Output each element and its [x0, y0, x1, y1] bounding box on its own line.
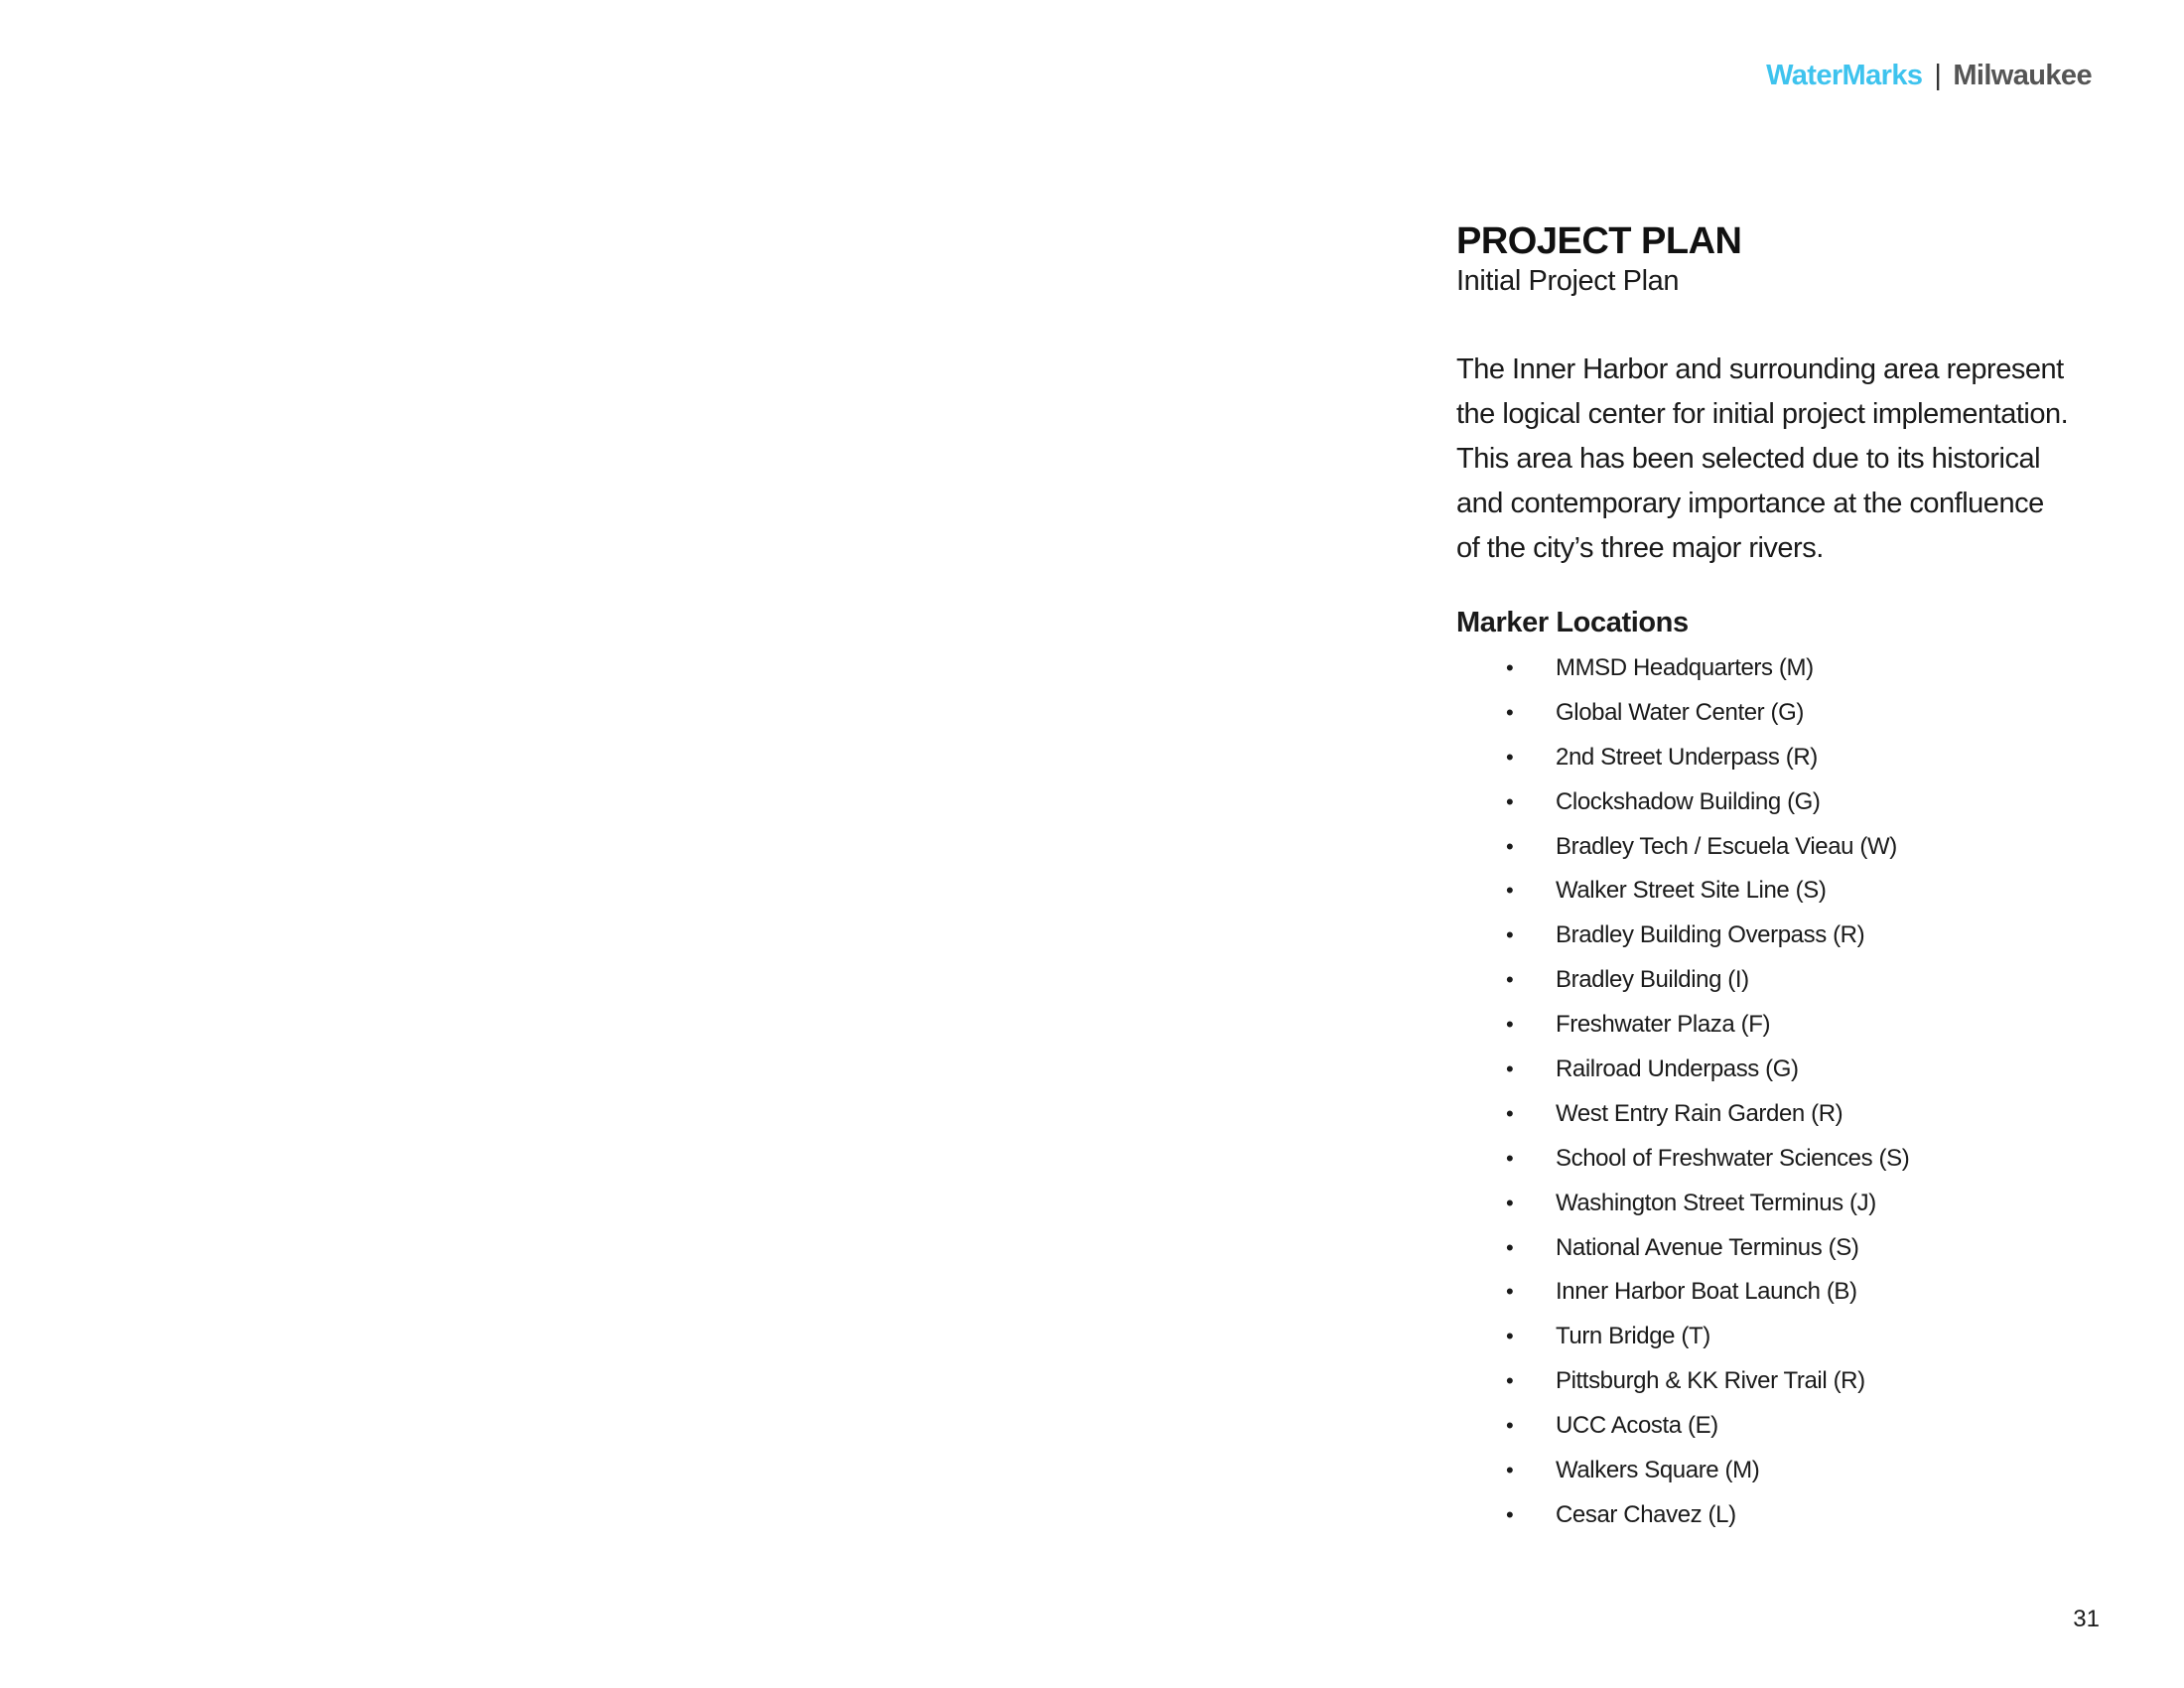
marker-locations-heading: Marker Locations — [1456, 607, 1689, 638]
list-item — [1456, 1493, 2131, 1538]
page-number: 31 — [2073, 1606, 2100, 1632]
marker-label: MMSD Headquarters (M) — [1556, 654, 1814, 681]
marker-label: Walker Street Site Line (S) — [1556, 877, 1827, 905]
list-item — [1456, 736, 2131, 780]
list-item — [1456, 1137, 2131, 1182]
list-item — [1456, 1404, 2131, 1449]
list-item — [1456, 1182, 2131, 1226]
marker-list — [1456, 646, 2131, 1538]
marker-label: Bradley Tech / Escuela Vieau (W) — [1556, 832, 1897, 860]
bullet-icon: • — [1506, 1190, 1514, 1215]
list-item — [1456, 1315, 2131, 1359]
list-item — [1456, 1270, 2131, 1315]
bullet-icon: • — [1506, 878, 1514, 904]
list-item — [1456, 1359, 2131, 1404]
marker-label: West Entry Rain Garden (R) — [1556, 1099, 1843, 1127]
intro-paragraph — [1456, 348, 2092, 571]
bullet-icon: • — [1506, 1234, 1514, 1260]
page-title: PROJECT PLAN — [1456, 220, 1742, 262]
list-item — [1456, 1003, 2131, 1048]
bullet-icon: • — [1506, 1458, 1514, 1483]
marker-label: Bradley Building (I) — [1556, 966, 1749, 994]
bullet-icon: • — [1506, 922, 1514, 948]
bullet-icon: • — [1506, 655, 1514, 680]
intro-line: the logical center for initial project implementation. — [1456, 398, 2069, 430]
bullet-icon: • — [1506, 1324, 1514, 1349]
marker-label: Turn Bridge (T) — [1556, 1323, 1710, 1350]
brand-separator: | — [1934, 60, 1942, 91]
bullet-icon: • — [1506, 1056, 1514, 1082]
bullet-icon: • — [1506, 1501, 1514, 1527]
bullet-icon: • — [1506, 1100, 1514, 1126]
page-subtitle: Initial Project Plan — [1456, 265, 1680, 297]
bullet-icon: • — [1506, 744, 1514, 770]
brand-city: Milwaukee — [1953, 60, 2092, 91]
marker-label: UCC Acosta (E) — [1556, 1412, 1718, 1440]
intro-line: This area has been selected due to its historical — [1456, 443, 2041, 475]
header-brand — [1766, 60, 2092, 92]
marker-label: Pittsburgh & KK River Trail (R) — [1556, 1367, 1865, 1395]
marker-label: Cesar Chavez (L) — [1556, 1500, 1736, 1528]
brand-name: WaterMarks — [1766, 60, 1923, 91]
marker-label: Washington Street Terminus (J) — [1556, 1189, 1876, 1216]
bullet-icon: • — [1506, 788, 1514, 814]
marker-label: Freshwater Plaza (F) — [1556, 1011, 1771, 1039]
list-item — [1456, 646, 2131, 691]
list-item — [1456, 958, 2131, 1003]
marker-label: School of Freshwater Sciences (S) — [1556, 1144, 1910, 1172]
list-item — [1456, 780, 2131, 825]
list-item — [1456, 1092, 2131, 1137]
bullet-icon: • — [1506, 1368, 1514, 1394]
list-item — [1456, 869, 2131, 914]
marker-label: Clockshadow Building (G) — [1556, 787, 1821, 815]
bullet-icon: • — [1506, 1145, 1514, 1171]
list-item — [1456, 1449, 2131, 1493]
bullet-icon: • — [1506, 967, 1514, 993]
list-item — [1456, 691, 2131, 736]
marker-label: Walkers Square (M) — [1556, 1457, 1760, 1484]
marker-label: Inner Harbor Boat Launch (B) — [1556, 1278, 1857, 1306]
list-item — [1456, 1226, 2131, 1271]
list-item — [1456, 914, 2131, 958]
marker-label: National Avenue Terminus (S) — [1556, 1233, 1859, 1261]
marker-label: Global Water Center (G) — [1556, 698, 1804, 726]
intro-line: and contemporary importance at the confluence — [1456, 488, 2044, 519]
intro-line: of the city’s three major rivers. — [1456, 532, 1824, 564]
main-content — [1456, 218, 2131, 1538]
bullet-icon: • — [1506, 1012, 1514, 1038]
bullet-icon: • — [1506, 1413, 1514, 1439]
marker-label: Bradley Building Overpass (R) — [1556, 921, 1865, 949]
intro-line: The Inner Harbor and surrounding area represent — [1456, 353, 2064, 385]
list-item — [1456, 1048, 2131, 1092]
list-item — [1456, 825, 2131, 870]
bullet-icon: • — [1506, 1279, 1514, 1305]
marker-label: 2nd Street Underpass (R) — [1556, 743, 1818, 771]
marker-label: Railroad Underpass (G) — [1556, 1055, 1799, 1083]
bullet-icon: • — [1506, 699, 1514, 725]
bullet-icon: • — [1506, 833, 1514, 859]
